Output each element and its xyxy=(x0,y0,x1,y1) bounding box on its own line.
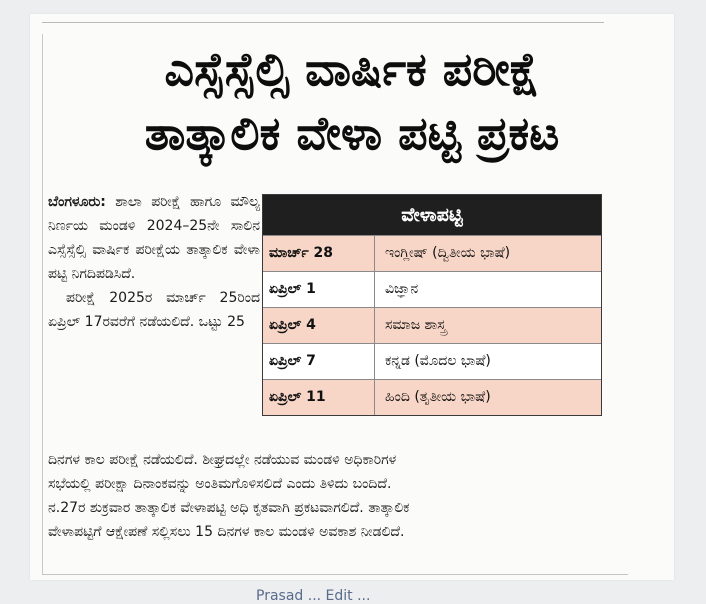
headline-line-2: ತಾತ್ಕಾಲಿಕ ವೇಳಾ ಪಟ್ಟಿ ಪ್ರಕಟ xyxy=(144,106,560,160)
schedule-row xyxy=(263,307,601,343)
lead-paragraph-1 xyxy=(48,190,260,286)
lead-column xyxy=(48,190,260,334)
schedule-row xyxy=(263,235,601,271)
lead-paragraph-2: ಪರೀಕ್ಷೆ 2025ರ ಮಾರ್ಚ್ 25ರಿಂದ ಏಪ್ರಿಲ್ 17ರವರೆಗೆ ನಡೆಯಲಿದೆ. ಒಟ್ಟು 25 xyxy=(48,290,260,330)
news-clipping xyxy=(30,14,674,580)
body-line: ದಿನಗಳ ಕಾಲ ಪರೀಕ್ಷೆ ನಡೆಯಲಿದೆ. ಶೀಘ್ರದಲ್ಲೇ ನಡೆಯುವ ಮಂಡಳಿ ಅಧಿಕಾರಿಗಳ xyxy=(48,452,397,468)
exam-date: ಏಪ್ರಿಲ್ 7 xyxy=(263,344,375,379)
body-line: ವೇಳಾಪಟ್ಟಿಗೆ ಆಕ್ಷೇಪಣೆ ಸಲ್ಲಿಸಲು 15 ದಿನಗಳ ಕಾಲ ಮಂಡಳಿ ಅವಕಾಶ ನೀಡಲಿದೆ. xyxy=(48,524,405,540)
schedule-title: ವೇಳಾಪಟ್ಟಿ xyxy=(263,195,601,235)
exam-subject: ಸಮಾಜ ಶಾಸ್ತ್ರ xyxy=(385,317,447,333)
body-line: ನ.27ರ ಶುಕ್ರವಾರ ತಾತ್ಕಾಲಿಕ ವೇಳಾಪಟ್ಟಿ ಅಧಿ ಕೃತವಾಗಿ ಪ್ರಕಟವಾಗಲಿದೆ. ತಾತ್ಕಾಲಿಕ xyxy=(48,500,410,516)
bottom-rule xyxy=(42,574,628,575)
exam-date: ಏಪ್ರಿಲ್ 4 xyxy=(263,308,375,343)
exam-subject: ಕನ್ನಡ (ಮೊದಲ ಭಾಷೆ) xyxy=(385,353,491,369)
schedule-row xyxy=(263,343,601,379)
body-line: ಸಭೆಯಲ್ಲಿ ಪರೀಕ್ಷಾ ದಿನಾಂಕವನ್ನು ಅಂತಿಮಗೊಳಿಸಲಿದೆ ಎಂದು ತಿಳಿದು ಬಂದಿದೆ. xyxy=(48,476,392,492)
exam-subject: ಇಂಗ್ಲೀಷ್ (ದ್ವಿತೀಯ ಭಾಷೆ) xyxy=(385,245,511,261)
schedule-row xyxy=(263,271,601,307)
exam-date: ಮಾರ್ಚ್ 28 xyxy=(263,236,375,271)
exam-subject: ವಿಜ್ಞಾನ xyxy=(385,281,419,297)
headline-line-1: ಎಸ್ಸೆಸ್ಸೆಲ್ಸಿ ವಾರ್ಷಿಕ ಪರೀಕ್ಷೆ xyxy=(164,42,540,96)
schedule-table xyxy=(262,194,602,416)
top-rule xyxy=(42,22,604,23)
lead-text-1: ಶಾಲಾ ಪರೀಕ್ಷೆ ಹಾಗೂ ಮೌಲ್ಯ ನಿರ್ಣಯ ಮಂಡಳಿ 2024–25ನೇ ಸಾಲಿನ ಎಸ್ಸೆಸ್ಸೆಲ್ಸಿ ವಾರ್ಷಿಕ ಪರೀಕ್ಷೆಯ ತಾತ್ಕಾಲಿಕ ವೇಳಾ ಪಟ್ಟಿ ನಿಗದಿಪಡಿಸಿದೆ. xyxy=(48,194,260,282)
schedule-row xyxy=(263,379,601,415)
image-caption: Prasad ... Edit ... xyxy=(256,588,371,604)
exam-date: ಏಪ್ರಿಲ್ 11 xyxy=(263,380,375,415)
dateline: ಬೆಂಗಳೂರು: xyxy=(48,194,106,210)
exam-subject: ಹಿಂದಿ (ತೃತೀಯ ಭಾಷೆ) xyxy=(385,389,491,405)
exam-date: ಏಪ್ರಿಲ್ 1 xyxy=(263,272,375,307)
left-rule xyxy=(42,34,43,574)
article-body xyxy=(48,448,632,544)
